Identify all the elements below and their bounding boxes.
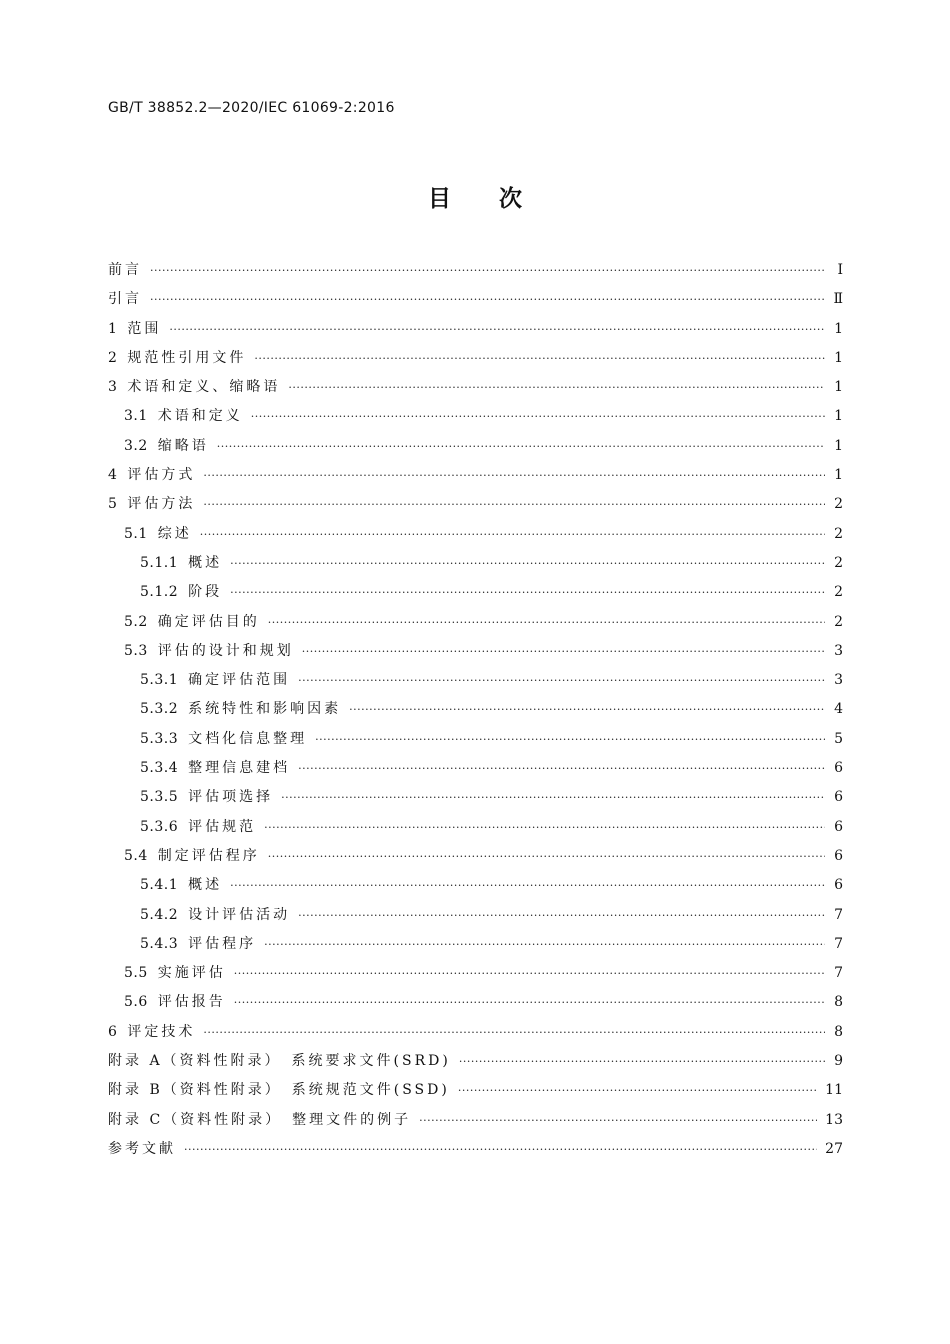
toc-entry-page: 2: [834, 613, 843, 630]
toc-entry[interactable]: [108, 344, 843, 373]
toc-entry-page: 11: [825, 1082, 843, 1099]
toc-entry[interactable]: [108, 402, 843, 431]
toc-entry[interactable]: [108, 1076, 843, 1105]
toc-entry-label: 前言: [108, 262, 142, 278]
toc-entry[interactable]: [108, 901, 843, 930]
toc-entry-page: Ⅱ: [833, 291, 843, 308]
toc-entry-page: 8: [834, 994, 843, 1011]
toc-entry-page: 2: [834, 584, 843, 601]
toc-entry-number: 5.4.1: [140, 877, 179, 894]
toc-entry[interactable]: [108, 1018, 843, 1047]
toc-entry-label: 阶段: [188, 584, 223, 601]
toc-entry-page: 1: [834, 467, 843, 484]
toc-entry-number: 3.2: [124, 437, 148, 454]
toc-leader-dots: [203, 461, 825, 490]
toc-leader-dots: [230, 578, 825, 607]
toc-leader-dots: [217, 432, 825, 461]
toc-entry[interactable]: [108, 432, 843, 461]
toc-entry-page: 4: [834, 701, 843, 718]
toc-entry[interactable]: [108, 725, 843, 754]
toc-entry-label: 缩略语: [157, 437, 209, 454]
toc-entry-label: 评估项选择: [188, 789, 274, 806]
toc-entry-number: 2: [108, 349, 118, 366]
toc-entry[interactable]: [108, 695, 843, 724]
toc-entry-label: 评估规范: [188, 818, 257, 835]
toc-entry-label: 概述: [188, 877, 223, 894]
toc-entry-page: 7: [834, 935, 843, 952]
toc-entry-page: 6: [834, 760, 843, 777]
toc-entry-label: 评估方法: [127, 496, 196, 513]
toc-leader-dots: [184, 1135, 817, 1164]
toc-entry[interactable]: [108, 1047, 843, 1076]
toc-entry-number: 5.5: [124, 965, 148, 982]
toc-entry-label: 系统特性和影响因素: [188, 701, 342, 718]
toc-entry[interactable]: [108, 315, 843, 344]
toc-entry-label: 引言: [108, 291, 142, 308]
toc-entry-page: 2: [834, 525, 843, 542]
toc-leader-dots: [458, 1076, 817, 1105]
toc-leader-dots: [298, 901, 825, 930]
toc-entry-label: 确定评估目的: [157, 613, 260, 630]
toc-entry-page: 3: [834, 672, 843, 689]
toc-entry-label: 评估的设计和规划: [157, 642, 294, 659]
toc-leader-dots: [298, 754, 825, 783]
toc-leader-dots: [150, 256, 825, 285]
toc-entry-page: 6: [834, 789, 843, 806]
toc-leader-dots: [203, 490, 825, 519]
toc-entry-number: 5.3: [124, 642, 148, 659]
toc-entry-label: 确定评估范围: [188, 672, 291, 689]
page-title: 目次: [428, 186, 570, 212]
toc-entry-label: 规范性引用文件: [127, 349, 247, 366]
toc-entry-number: 5.3.3: [140, 730, 179, 747]
toc-entry-number: 5.1.2: [140, 584, 179, 601]
toc-entry-page: 7: [834, 965, 843, 982]
toc-entry-page: 3: [834, 642, 843, 659]
toc-entry-page: Ⅰ: [837, 262, 843, 278]
toc-entry-label: 术语和定义: [157, 408, 243, 425]
toc-entry[interactable]: [108, 373, 843, 402]
toc-entry[interactable]: [108, 813, 843, 842]
toc-entry-page: 6: [834, 818, 843, 835]
toc-entry-page: 8: [834, 1023, 843, 1040]
toc-entry[interactable]: [108, 578, 843, 607]
toc-leader-dots: [298, 666, 825, 695]
toc-leader-dots: [302, 637, 825, 666]
toc-entry-page: 1: [834, 320, 843, 337]
toc-leader-dots: [315, 725, 825, 754]
toc-entry[interactable]: [108, 461, 843, 490]
toc-entry-number: 5.1: [124, 525, 148, 542]
toc-entry-page: 1: [834, 379, 843, 396]
toc-entry-label: 文档化信息整理: [188, 730, 308, 747]
toc-leader-dots: [459, 1047, 825, 1076]
toc-entry-label: 评估方式: [127, 467, 196, 484]
toc-leader-dots: [234, 988, 825, 1017]
toc-leader-dots: [230, 871, 825, 900]
toc-entry-number: 5: [108, 496, 118, 513]
table-of-contents: [108, 256, 843, 1164]
toc-entry-page: 5: [834, 730, 843, 747]
toc-leader-dots: [150, 285, 825, 314]
toc-leader-dots: [268, 608, 825, 637]
toc-leader-dots: [264, 930, 825, 959]
toc-entry-number: 4: [108, 467, 118, 484]
toc-leader-dots: [169, 315, 825, 344]
toc-entry-page: 1: [834, 408, 843, 425]
toc-entry-number: 3.1: [124, 408, 148, 425]
toc-leader-dots: [268, 842, 825, 871]
toc-entry-page: 9: [834, 1053, 843, 1070]
toc-entry-number: 5.4.2: [140, 906, 179, 923]
toc-entry-label: 附录 C（资料性附录） 整理文件的例子: [108, 1111, 412, 1128]
toc-entry[interactable]: [108, 285, 843, 314]
toc-leader-dots: [203, 1018, 825, 1047]
standard-code: GB/T 38852.2—2020/IEC 61069-2:2016: [108, 100, 395, 116]
toc-entry-number: 5.4: [124, 847, 148, 864]
toc-entry[interactable]: [108, 783, 843, 812]
toc-entry-page: 7: [834, 906, 843, 923]
toc-entry[interactable]: [108, 1106, 843, 1135]
toc-entry-number: 5.3.2: [140, 701, 179, 718]
toc-entry-label: 附录 B（资料性附录） 系统规范文件(SSD): [108, 1082, 450, 1099]
toc-entry-label: 综述: [157, 525, 192, 542]
toc-leader-dots: [349, 695, 825, 724]
toc-leader-dots: [288, 373, 825, 402]
toc-leader-dots: [264, 813, 825, 842]
toc-entry[interactable]: [108, 608, 843, 637]
toc-entry-label: 评估报告: [157, 994, 226, 1011]
toc-entry-page: 13: [825, 1111, 843, 1128]
toc-entry[interactable]: [108, 930, 843, 959]
toc-entry-label: 评估程序: [188, 935, 257, 952]
toc-entry[interactable]: [108, 490, 843, 519]
toc-entry[interactable]: [108, 842, 843, 871]
toc-entry[interactable]: [108, 754, 843, 783]
toc-entry-page: 6: [834, 847, 843, 864]
toc-entry-label: 设计评估活动: [188, 906, 291, 923]
toc-entry[interactable]: [108, 637, 843, 666]
toc-entry-label: 参考文献: [108, 1140, 176, 1157]
toc-entry[interactable]: [108, 988, 843, 1017]
toc-entry-number: 5.2: [124, 613, 148, 630]
toc-entry[interactable]: [108, 549, 843, 578]
toc-leader-dots: [230, 549, 825, 578]
toc-leader-dots: [200, 520, 825, 549]
toc-leader-dots: [251, 402, 825, 431]
toc-leader-dots: [234, 959, 825, 988]
toc-entry-number: 5.3.1: [140, 672, 179, 689]
toc-leader-dots: [281, 783, 825, 812]
toc-entry-page: 2: [834, 496, 843, 513]
toc-entry-label: 整理信息建档: [188, 760, 291, 777]
toc-entry[interactable]: [108, 520, 843, 549]
toc-entry-label: 范围: [127, 320, 162, 337]
toc-entry[interactable]: [108, 871, 843, 900]
toc-entry[interactable]: [108, 959, 843, 988]
toc-entry-page: 27: [825, 1140, 843, 1157]
toc-entry-page: 2: [834, 554, 843, 571]
toc-entry-label: 制定评估程序: [157, 847, 260, 864]
toc-entry-number: 3: [108, 379, 118, 396]
toc-entry-number: 5.4.3: [140, 935, 179, 952]
toc-entry-number: 5.1.1: [140, 554, 179, 571]
toc-entry-page: 1: [834, 349, 843, 366]
toc-entry[interactable]: [108, 256, 843, 285]
toc-entry-label: 术语和定义、缩略语: [127, 379, 281, 396]
toc-entry-page: 6: [834, 877, 843, 894]
toc-leader-dots: [419, 1106, 817, 1135]
toc-entry-label: 评定技术: [127, 1023, 196, 1040]
toc-entry-number: 5.3.5: [140, 789, 179, 806]
toc-entry-number: 5.3.6: [140, 818, 179, 835]
toc-entry-page: 1: [834, 437, 843, 454]
toc-entry-number: 6: [108, 1023, 118, 1040]
toc-entry-label: 概述: [188, 554, 223, 571]
toc-entry-number: 5.3.4: [140, 760, 179, 777]
toc-entry-label: 附录 A（资料性附录） 系统要求文件(SRD): [108, 1053, 451, 1070]
toc-entry[interactable]: [108, 1135, 843, 1164]
toc-leader-dots: [254, 344, 825, 373]
toc-entry-number: 1: [108, 320, 118, 337]
toc-entry-number: 5.6: [124, 994, 148, 1011]
toc-entry-label: 实施评估: [157, 965, 226, 982]
toc-entry[interactable]: [108, 666, 843, 695]
